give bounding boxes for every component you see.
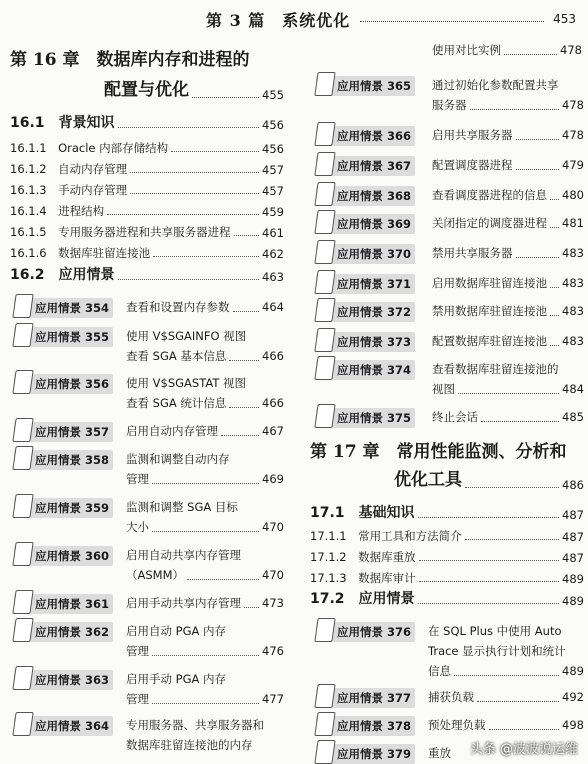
entry-364-continued[interactable]: 使用对比实例 478 (432, 43, 582, 57)
scenario-entry[interactable] (126, 621, 284, 661)
section-16-2[interactable]: 16.2 应用情景 463 (10, 267, 284, 284)
scenario-label: 应用情景 363 (35, 673, 110, 687)
scenario-title: 预处理负载 (428, 718, 486, 732)
subsection-page: 456 (262, 142, 284, 156)
subsection-page: 462 (262, 247, 284, 261)
scenario-title: 启用自动共享内存管理 (126, 548, 241, 562)
scenario-page: 479 (562, 158, 584, 172)
scenario-title: 查看调度器进程的信息 (432, 188, 547, 202)
subsection-label: 17.1.1 常用工具和方法简介 (310, 529, 462, 543)
scenario-badge (316, 744, 415, 764)
subsection-label: 17.1.3 数据库审计 (310, 571, 416, 585)
scenario-title: 重放 (428, 746, 451, 760)
scenario-badge (14, 298, 113, 318)
scenario-label: 应用情景 379 (337, 747, 412, 761)
scenario-badge (316, 688, 415, 708)
scenario-title: 启用自动 PGA 内存 (126, 624, 227, 638)
scenario-title: 查看数据库驻留连接池的 (432, 362, 559, 376)
scenario-page: 492 (562, 690, 584, 704)
scenario-entry[interactable] (126, 593, 284, 613)
scenario-badge (316, 126, 415, 146)
scenario-title: 信息 (428, 664, 451, 678)
scenario-entry[interactable] (126, 497, 284, 537)
scenario-label: 应用情景 378 (337, 719, 412, 733)
scenario-title: 配置调度器进程 (432, 158, 513, 172)
subsection-row[interactable] (310, 549, 584, 565)
scenario-label: 应用情景 365 (337, 79, 412, 93)
document-icon (314, 684, 335, 708)
section-16-1[interactable]: 16.1 背景知识 456 (10, 115, 284, 132)
scenario-title: 启用手动共享内存管理 (126, 596, 241, 610)
document-icon (12, 542, 33, 566)
document-icon (314, 712, 335, 736)
scenario-page: 483 (562, 276, 584, 290)
scenario-badge (316, 76, 415, 96)
scenario-entry[interactable] (432, 301, 584, 321)
scenario-page: 477 (262, 692, 284, 706)
scenario-label: 应用情景 361 (35, 597, 110, 611)
subsection-page: 461 (262, 226, 284, 240)
scenario-entry[interactable] (126, 715, 284, 755)
document-icon (12, 446, 33, 470)
scenario-title: 管理 (126, 472, 149, 486)
scenario-title: 查看 SGA 统计信息 (126, 396, 227, 410)
document-icon (314, 356, 335, 380)
section-17-1[interactable]: 17.1 基础知识 487 (310, 505, 584, 522)
scenario-entry[interactable] (432, 243, 584, 263)
scenario-badge (316, 156, 415, 176)
scenario-badge (316, 214, 415, 234)
document-icon (314, 240, 335, 264)
section-17-2[interactable]: 17.2 应用情景 489 (310, 591, 584, 608)
scenario-label: 应用情景 371 (337, 277, 412, 291)
part-header (0, 8, 588, 32)
scenario-label: 应用情景 357 (35, 425, 110, 439)
subsection-label: 16.1.3 手动内存管理 (10, 183, 128, 197)
subsection-page: 489 (562, 572, 584, 586)
scenario-label: 应用情景 376 (337, 625, 412, 639)
scenario-badge (316, 274, 415, 294)
subsection-page: 459 (262, 205, 284, 219)
scenario-badge (316, 244, 415, 264)
scenario-title: 启用自动内存管理 (126, 424, 218, 438)
scenario-page: 478 (562, 98, 584, 112)
subsection-row[interactable] (10, 203, 284, 219)
scenario-badge (14, 498, 113, 518)
scenario-entry[interactable] (428, 715, 584, 735)
scenario-title: 大小 (126, 520, 149, 534)
scenario-label: 应用情景 373 (337, 335, 412, 349)
subsection-row[interactable] (10, 161, 284, 177)
scenario-label: 应用情景 354 (35, 301, 110, 315)
scenario-label: 应用情景 355 (35, 330, 110, 344)
scenario-badge (316, 408, 415, 428)
scenario-label: 应用情景 369 (337, 217, 412, 231)
scenario-title: 查看 SGA 基本信息 (126, 349, 227, 363)
scenario-page: 481 (562, 216, 584, 230)
scenario-entry[interactable] (432, 185, 584, 205)
scenario-label: 应用情景 374 (337, 363, 412, 377)
scenario-label: 应用情景 364 (35, 719, 110, 733)
chapter-16-title-line1: 第 16 章 数据库内存和进程的 (10, 50, 250, 70)
subsection-label: 17.1.2 数据库重放 (310, 550, 416, 564)
scenario-title: 管理 (126, 644, 149, 658)
document-icon (314, 298, 335, 322)
scenario-title: 禁用数据库驻留连接池 (432, 304, 547, 318)
scenario-badge (316, 622, 415, 642)
document-icon (12, 370, 33, 394)
scenario-page: 476 (262, 644, 284, 658)
scenario-title: 监测和调整 SGA 目标 (126, 500, 238, 514)
subsection-row[interactable] (10, 140, 284, 156)
scenario-page: 489 (562, 664, 584, 678)
scenario-title: 使用 V$SGAINFO 视图 (126, 329, 247, 343)
subsection-row[interactable] (310, 528, 584, 544)
scenario-badge (14, 622, 113, 642)
chapter-16-title-line2[interactable]: 配置与优化 455 (104, 80, 284, 102)
scenario-title: 捕获负载 (428, 690, 474, 704)
scenario-entry[interactable] (432, 125, 584, 145)
scenario-title: （ASMM） (126, 568, 185, 582)
scenario-title: 视图 (432, 382, 455, 396)
document-icon (12, 418, 33, 442)
scenario-entry[interactable] (428, 687, 584, 707)
scenario-label: 应用情景 372 (337, 305, 412, 319)
scenario-title: 管理 (126, 692, 149, 706)
scenario-page: 483 (562, 304, 584, 318)
scenario-entry[interactable] (432, 407, 584, 427)
scenario-page: 473 (262, 596, 284, 610)
scenario-page: 480 (562, 188, 584, 202)
scenario-badge (316, 360, 415, 380)
scenario-label: 应用情景 366 (337, 129, 412, 143)
document-icon (12, 666, 33, 690)
subsection-label: 16.1.1 Oracle 内部存储结构 (10, 141, 169, 155)
chapter-17-title-line1: 第 17 章 常用性能监测、分析和 (310, 442, 567, 462)
scenario-title: 启用共享服务器 (432, 128, 513, 142)
document-icon (314, 122, 335, 146)
subsection-label: 16.1.4 进程结构 (10, 204, 105, 218)
scenario-label: 应用情景 367 (337, 159, 412, 173)
scenario-label: 应用情景 368 (337, 189, 412, 203)
scenario-page: 464 (262, 300, 284, 314)
scenario-page: 485 (562, 410, 584, 424)
scenario-entry[interactable] (432, 155, 584, 175)
scenario-title: 关闭指定的调度器进程 (432, 216, 547, 230)
scenario-title: Trace 显示执行计划和统计 (428, 644, 566, 658)
scenario-label: 应用情景 360 (35, 549, 110, 563)
scenario-page: 478 (562, 128, 584, 142)
scenario-label: 应用情景 370 (337, 247, 412, 261)
subsection-row[interactable] (10, 245, 284, 261)
scenario-entry[interactable] (126, 326, 284, 366)
document-icon (314, 328, 335, 352)
scenario-page: 470 (262, 520, 284, 534)
scenario-badge (316, 186, 415, 206)
scenario-badge (14, 670, 113, 690)
scenario-page: 483 (562, 246, 584, 260)
part-page: 453 (553, 12, 576, 26)
scenario-badge (14, 374, 113, 394)
scenario-title: 监测和调整自动内存 (126, 452, 230, 466)
scenario-page: 470 (262, 568, 284, 582)
subsection-label: 16.1.6 数据库驻留连接池 (10, 246, 151, 260)
scenario-badge (14, 422, 113, 442)
document-icon (314, 152, 335, 176)
scenario-entry[interactable] (126, 449, 284, 489)
scenario-page: 467 (262, 424, 284, 438)
scenario-badge (14, 327, 113, 347)
part-title: 第 3 篇 系统优化 (206, 11, 351, 30)
scenario-badge (316, 716, 415, 736)
scenario-title: 启用数据库驻留连接池 (432, 276, 547, 290)
document-icon (12, 618, 33, 642)
scenario-title: 通过初始化参数配置共享 (432, 78, 559, 92)
subsection-label: 16.1.2 自动内存管理 (10, 162, 128, 176)
scenario-entry[interactable] (126, 669, 284, 709)
scenario-title: 数据库驻留连接池的内存 (126, 738, 253, 752)
scenario-badge (316, 302, 415, 322)
scenario-badge (14, 546, 113, 566)
subsection-row[interactable] (10, 224, 284, 240)
subsection-label: 16.1.5 专用服务器进程和共享服务器进程 (10, 225, 231, 239)
scenario-badge (14, 450, 113, 470)
document-icon (12, 494, 33, 518)
subsection-row[interactable] (10, 182, 284, 198)
scenario-entry[interactable] (126, 297, 284, 317)
watermark: 头条 @波波说运维 (469, 742, 578, 757)
scenario-title: 禁用共享服务器 (432, 246, 513, 260)
document-icon (12, 323, 33, 347)
document-icon (314, 270, 335, 294)
scenario-entry[interactable] (432, 359, 584, 399)
scenario-title: 终止会话 (432, 410, 478, 424)
subsection-row[interactable] (310, 570, 584, 586)
document-icon (12, 294, 33, 318)
document-icon (314, 618, 335, 642)
chapter-17-title-line2[interactable]: 优化工具 486 (394, 470, 584, 492)
document-icon (314, 210, 335, 234)
scenario-entry[interactable] (432, 331, 584, 351)
scenario-page: 483 (562, 334, 584, 348)
scenario-title: 专用服务器、共享服务器和 (126, 718, 264, 732)
scenario-entry[interactable] (432, 75, 584, 115)
scenario-page: 466 (262, 349, 284, 363)
subsection-page: 487 (562, 530, 584, 544)
scenario-entry[interactable] (428, 621, 584, 681)
scenario-badge (14, 594, 113, 614)
scenario-entry[interactable] (432, 273, 584, 293)
scenario-title: 使用 V$SGASTAT 视图 (126, 376, 247, 390)
document-icon (314, 740, 335, 764)
scenario-label: 应用情景 359 (35, 501, 110, 515)
subsection-page: 457 (262, 163, 284, 177)
scenario-label: 应用情景 356 (35, 377, 110, 391)
scenario-entry[interactable] (126, 421, 284, 441)
document-icon (12, 712, 33, 736)
document-icon (314, 182, 335, 206)
scenario-entry[interactable] (126, 373, 284, 413)
scenario-label: 应用情景 377 (337, 691, 412, 705)
scenario-badge (14, 716, 113, 736)
scenario-title: 服务器 (432, 98, 467, 112)
scenario-page: 498 (562, 718, 584, 732)
scenario-title: 查看和设置内存参数 (126, 300, 230, 314)
scenario-badge (316, 332, 415, 352)
document-icon (12, 590, 33, 614)
scenario-page: 469 (262, 472, 284, 486)
document-icon (314, 404, 335, 428)
scenario-label: 应用情景 375 (337, 411, 412, 425)
scenario-page: 484 (562, 382, 584, 396)
scenario-title: 启用手动 PGA 内存 (126, 672, 227, 686)
scenario-entry[interactable] (432, 213, 584, 233)
scenario-label: 应用情景 358 (35, 453, 110, 467)
scenario-page: 466 (262, 396, 284, 410)
scenario-title: 在 SQL Plus 中使用 Auto (428, 624, 562, 638)
scenario-title: 配置数据库驻留连接池 (432, 334, 547, 348)
scenario-entry[interactable] (126, 545, 284, 585)
subsection-page: 487 (562, 551, 584, 565)
subsection-page: 457 (262, 184, 284, 198)
document-icon (314, 72, 335, 96)
scenario-label: 应用情景 362 (35, 625, 110, 639)
